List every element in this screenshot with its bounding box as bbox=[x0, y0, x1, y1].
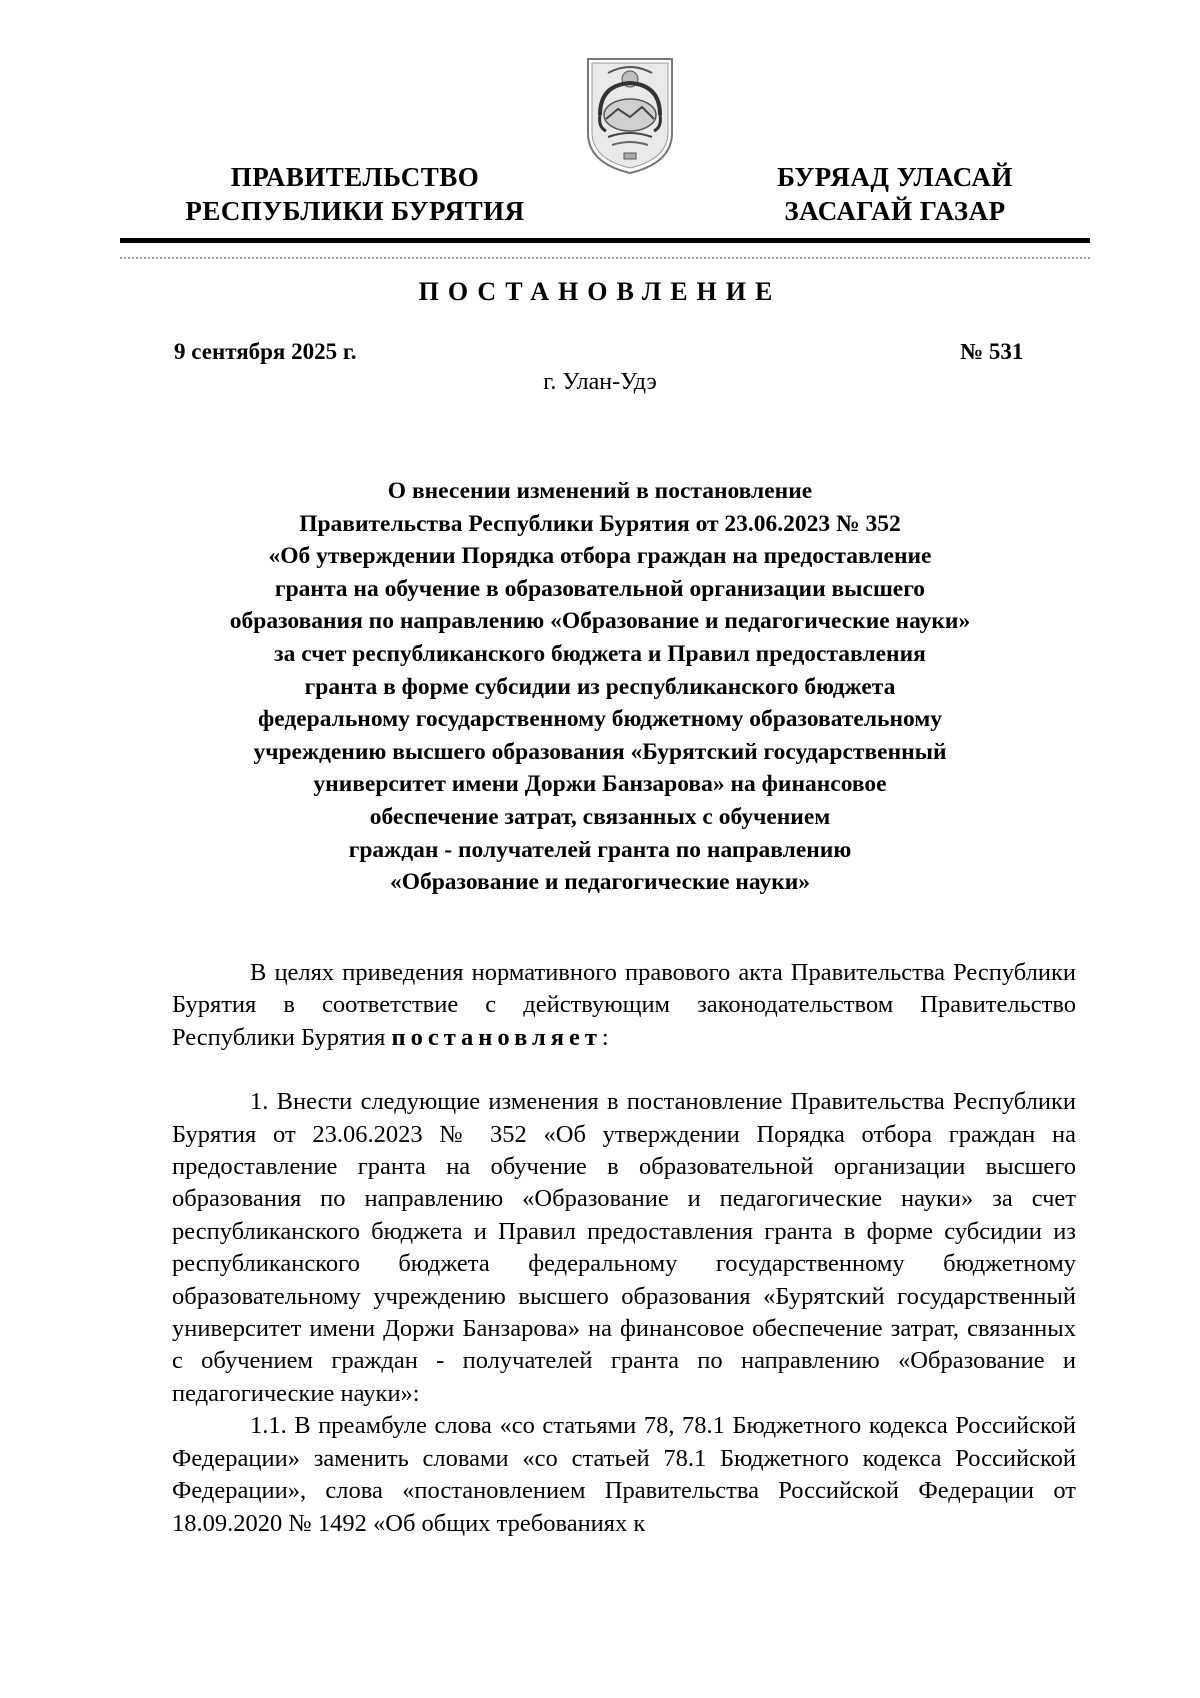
title-line: гранта в форме субсидии из республиканского бюджета bbox=[304, 673, 896, 700]
title-line: «Образование и педагогические науки» bbox=[389, 869, 811, 896]
title-line: федеральному государственному бюджетному образовательному bbox=[257, 706, 943, 733]
header-right-line2: ЗАСАГАЙ ГАЗАР bbox=[784, 196, 1006, 226]
header-left-line2: РЕСПУБЛИКИ БУРЯТИЯ bbox=[185, 196, 525, 226]
title-line: «Об утверждении Порядка отбора граждан на предоставление bbox=[268, 543, 932, 570]
title-line: граждан - получателей гранта по направлению bbox=[348, 836, 852, 863]
coat-of-arms-icon bbox=[584, 55, 676, 175]
title-line: гранта на обучение в образовательной организации высшего bbox=[274, 575, 926, 602]
title-line: за счет республиканского бюджета и Правил предоставления bbox=[274, 640, 926, 667]
decree-word: постановляет bbox=[391, 1023, 602, 1051]
title-line: университет имени Доржи Банзарова» на финансовое bbox=[313, 771, 887, 798]
item-1-paragraph: 1. Внести следующие изменения в постановление Правительства Республики Бурятия от 23.06.2023 № 352 «Об утверждении Порядка отбора граждан на предоставление гранта на обучение в образовательной организации высшего образования по направлению «Образование и педагогические науки» за счет республиканского бюджета и Правил предоставления гранта в форме субсидии из республиканского бюджета федеральному государственному бюджетному образовательному учреждению высшего образования «Бурятский государственный университет имени Доржи Банзарова» на финансовое обеспечение затрат, связанных с обучением граждан - получателей гранта по направлению «Образование и педагогические науки»: bbox=[172, 1088, 1076, 1407]
document-city: г. Улан-Удэ bbox=[543, 369, 657, 395]
document-type: ПОСТАНОВЛЕНИЕ bbox=[418, 277, 782, 306]
header-divider-thick bbox=[120, 238, 1090, 243]
header-left bbox=[165, 160, 545, 228]
header-right bbox=[745, 160, 1045, 228]
title-line: Правительства Республики Бурятия от 23.06.2023 № 352 bbox=[299, 510, 901, 537]
title-line: обеспечение затрат, связанных с обучением bbox=[369, 803, 831, 830]
preamble-paragraph bbox=[172, 957, 1076, 1054]
title-line: учреждению высшего образования «Бурятский государственный bbox=[253, 738, 947, 765]
document-title bbox=[150, 475, 1050, 899]
document-body bbox=[172, 957, 1076, 1540]
preamble-text: В целях приведения нормативного правового акта Правительства Республики Бурятия в соответствие с действующим законодательством Правительство Республики Бурятия bbox=[172, 959, 1076, 1051]
header-left-line1: ПРАВИТЕЛЬСТВО bbox=[230, 162, 480, 192]
document-date: 9 сентября 2025 г. bbox=[174, 339, 357, 364]
header-right-line1: БУРЯАД УЛАСАЙ bbox=[777, 162, 1013, 192]
title-line: О внесении изменений в постановление bbox=[387, 478, 813, 504]
decree-colon: : bbox=[601, 1023, 609, 1051]
document-number: № 531 bbox=[960, 339, 1024, 364]
header-divider-thin bbox=[120, 257, 1090, 259]
title-line: образования по направлению «Образование и педагогические науки» bbox=[229, 608, 971, 635]
item-1-1-paragraph: 1.1. В преамбуле слова «со статьями 78, 78.1 Бюджетного кодекса Российской Федерации» заменить словами «со статьей 78.1 Бюджетного кодекса Российской Федерации», слова «постановлением Правительства Российской Федерации от 18.09.2020 № 1492 «Об общих требованиях к bbox=[172, 1412, 1076, 1537]
paragraph-gap bbox=[172, 1054, 1076, 1086]
